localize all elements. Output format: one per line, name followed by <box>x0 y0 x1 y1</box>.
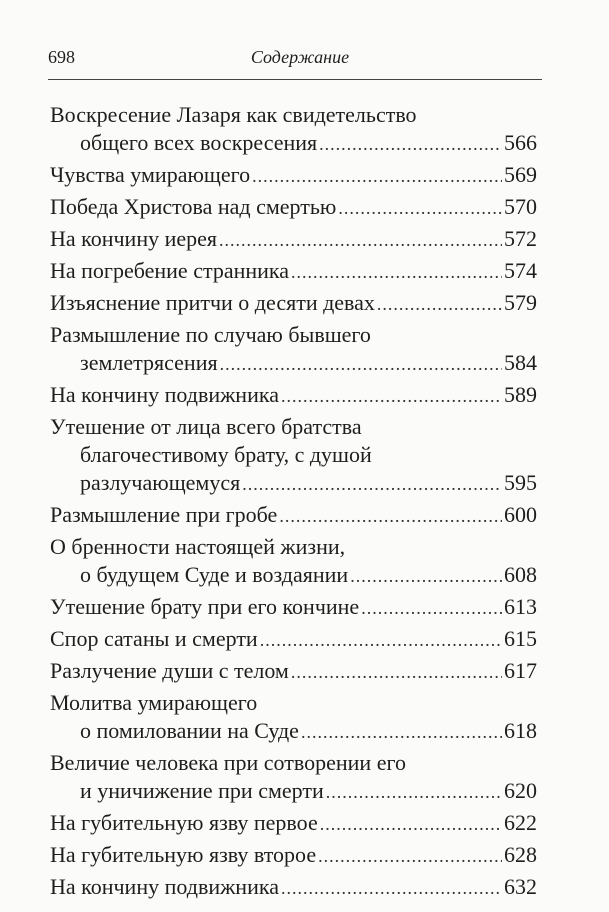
toc-title-line: На губительную язву второе <box>50 842 317 867</box>
dot-leader <box>319 130 502 158</box>
toc-title-line: землетрясения <box>80 350 218 375</box>
table-of-contents <box>50 101 537 905</box>
toc-entry <box>50 593 537 622</box>
toc-entry <box>50 289 537 318</box>
toc-title-line: На кончину подвижника <box>50 874 279 899</box>
toc-entry <box>50 225 537 254</box>
toc-title-line: На губительную язву первое <box>50 810 318 835</box>
toc-title-line: На кончину иерея <box>50 226 218 251</box>
dot-leader <box>279 502 502 530</box>
toc-title-line: Утешение от лица всего братства <box>50 414 362 439</box>
dot-leader <box>361 594 502 622</box>
dot-leader <box>377 290 502 318</box>
toc-entry <box>50 533 537 590</box>
toc-page-number: 620 <box>504 778 537 803</box>
toc-title-line: На кончину подвижника <box>50 382 279 407</box>
toc-page-number: 589 <box>504 382 537 407</box>
toc-page-number: 595 <box>504 470 537 495</box>
toc-page-number: 570 <box>504 194 537 219</box>
toc-entry <box>50 321 537 378</box>
toc-title-line: о помиловании на Суде <box>80 718 299 743</box>
dot-leader <box>219 226 502 254</box>
dot-leader <box>291 658 502 686</box>
toc-page-number: 566 <box>504 130 537 155</box>
toc-title-line: На погребение странника <box>50 258 290 283</box>
dot-leader <box>252 162 502 190</box>
toc-title-line: Спор сатаны и смерти <box>50 626 258 651</box>
toc-entry <box>50 193 537 222</box>
dot-leader <box>338 194 502 222</box>
toc-entry <box>50 689 537 746</box>
toc-entry <box>50 101 537 158</box>
toc-title-line: О бренности настоящей жизни, <box>50 534 346 559</box>
dot-leader <box>350 562 502 590</box>
toc-title-line: Чувства умирающего <box>50 162 251 187</box>
toc-title-line: о будущем Суде и воздаянии <box>80 562 349 587</box>
toc-entry <box>50 381 537 410</box>
toc-entry <box>50 501 537 530</box>
toc-title-line: Разлучение души с телом <box>50 658 289 683</box>
toc-page-number: 572 <box>504 226 537 251</box>
toc-page-number: 608 <box>504 562 537 587</box>
toc-title-line: Молитва умирающего <box>50 690 258 715</box>
toc-page-number: 615 <box>504 626 537 651</box>
running-title: Содержание <box>250 47 350 67</box>
toc-entry <box>50 161 537 190</box>
toc-title-line: Победа Христова над смертью <box>50 194 337 219</box>
toc-entry <box>50 413 537 498</box>
dot-leader <box>220 350 502 378</box>
toc-title-line: общего всех воскресения <box>80 130 318 155</box>
dot-leader <box>301 718 502 746</box>
toc-entry <box>50 257 537 286</box>
toc-entry <box>50 809 537 838</box>
toc-page-number: 574 <box>504 258 537 283</box>
dot-leader <box>260 626 502 654</box>
header-divider <box>48 79 542 80</box>
toc-page-number: 617 <box>504 658 537 683</box>
toc-title-line: и уничижение при смерти <box>80 778 324 803</box>
toc-title-line: Величие человека при сотворении его <box>50 750 406 775</box>
dot-leader <box>320 810 502 838</box>
dot-leader <box>318 842 502 870</box>
toc-title-line: Размышление при гробе <box>50 502 278 527</box>
toc-page-number: 618 <box>504 718 537 743</box>
toc-title-line: Воскресение Лазаря как свидетельство <box>50 102 417 127</box>
toc-title-line: разлучающемуся <box>80 470 241 495</box>
toc-entry <box>50 657 537 686</box>
page-number: 698 <box>48 47 75 67</box>
dot-leader <box>291 258 502 286</box>
toc-entry <box>50 625 537 654</box>
toc-page-number: 600 <box>504 502 537 527</box>
toc-page-number: 628 <box>504 842 537 867</box>
toc-title-line: Размышление по случаю бывшего <box>50 322 371 347</box>
toc-page-number: 569 <box>504 162 537 187</box>
toc-page-number: 632 <box>504 874 537 899</box>
dot-leader <box>326 778 502 806</box>
toc-title-line: Изъяснение притчи о десяти девах <box>50 290 375 315</box>
toc-title-line: благочестивому брату, с душой <box>80 442 372 467</box>
toc-page-number: 579 <box>504 290 537 315</box>
toc-page-number: 613 <box>504 594 537 619</box>
toc-page-number: 622 <box>504 810 537 835</box>
toc-entry <box>50 749 537 806</box>
dot-leader <box>242 470 502 498</box>
dot-leader <box>281 874 502 902</box>
dot-leader <box>281 382 502 410</box>
toc-page-number: 584 <box>504 350 537 375</box>
toc-entry <box>50 841 537 870</box>
toc-entry <box>50 873 537 902</box>
toc-title-line: Утешение брату при его кончине <box>50 594 360 619</box>
